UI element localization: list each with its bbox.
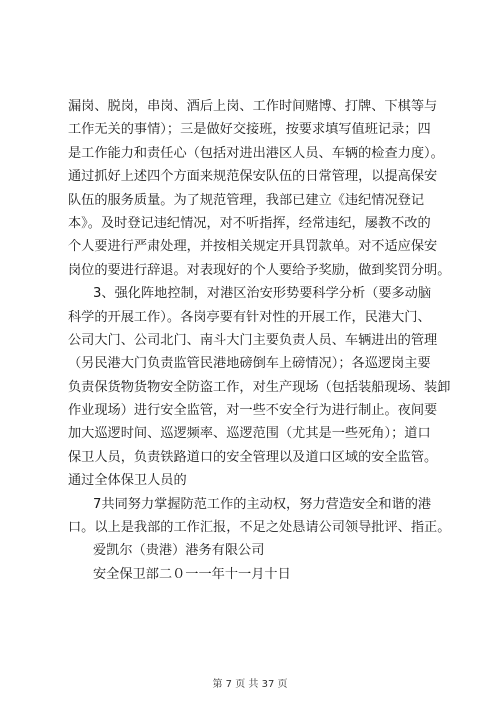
text-line: 口。以上是我部的工作汇报，不足之处恳请公司领导批评、指正。 xyxy=(68,520,451,536)
text-line: 负责保货物货物安全防盗工作，对生产现场（包括装船现场、装卸 xyxy=(68,379,451,395)
text-line: 科学的开展工作）。各岗亭要有针对性的开展工作，民港大门、 xyxy=(68,309,431,325)
text-line: 加大巡逻时间、巡逻频率、巡逻范围（尤其是一些死角）；道口 xyxy=(68,426,431,442)
text-line: 队伍的服务质量。为了规范管理，我部已建立《违纪情况登记 xyxy=(68,192,425,208)
paragraph-start-line: 7共同努力掌握防范工作的主动权，努力营造安全和谐的港 xyxy=(93,496,432,512)
section-heading-line: 3、强化阵地控制，对港区治安形势要科学分析（要多动脑 xyxy=(93,286,432,302)
text-line: 是工作能力和责任心（包括对进出港区人员、车辆的检查力度）。 xyxy=(68,145,444,161)
signature-department-date: 安全保卫部二０一一年十一月十日 xyxy=(93,566,291,582)
text-line: 作业现场）进行安全监管，对一些不安全行为进行制止。夜间要 xyxy=(68,403,438,419)
signature-company: 爱凯尔（贵港）港务有限公司 xyxy=(93,543,265,559)
text-line: 个人要进行严肃处理，并按相关规定开具罚款单。对不适应保安 xyxy=(68,239,438,255)
document-body xyxy=(68,95,451,586)
text-line: 保卫人员，负责铁路道口的安全管理以及道口区域的安全监管。 xyxy=(68,449,438,465)
text-line: 通过抓好上述四个方面来规范保安队伍的日常管理，以提高保安 xyxy=(68,169,438,185)
text-line: 岗位的要进行辞退。对表现好的个人要给予奖励，做到奖罚分明。 xyxy=(68,262,451,278)
text-line: 本》。及时登记违纪情况，对不听指挥，经常违纪，屡教不改的 xyxy=(68,215,431,231)
text-line: 通过全体保卫人员的 xyxy=(68,473,187,489)
text-line: 工作无关的事情）；三是做好交接班，按要求填写值班记录；四 xyxy=(68,122,431,138)
text-line: （另民港大门负责监管民港地磅倒车上磅情况）；各巡逻岗主要 xyxy=(68,356,431,372)
page-number-footer: 第 7 页 共 37 页 xyxy=(212,679,288,690)
text-line: 漏岗、脱岗，串岗、酒后上岗、工作时间赌博、打牌、下棋等与 xyxy=(68,99,438,114)
text-line: 公司大门、公司北门、南斗大门主要负责人员、车辆进出的管理 xyxy=(68,332,438,348)
